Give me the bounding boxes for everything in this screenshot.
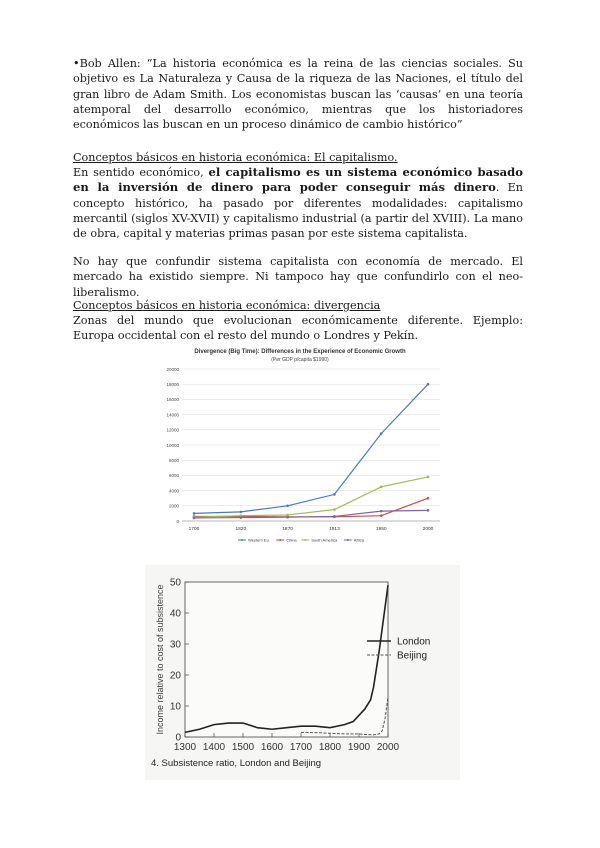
chart2-xtick-label: 1500 <box>231 742 255 753</box>
chart1-ytick-label: 6000 <box>168 473 179 479</box>
section-heading-divergence: Conceptos básicos en historia económica: divergencia <box>73 299 381 312</box>
capitalism-definition: el capitalismo es un sistema económico basado en la inversión de dinero para poder conseguir más dinero <box>73 165 523 195</box>
chart1-point <box>333 493 336 496</box>
chart1-point <box>333 508 336 511</box>
chart1-legend-label: Western Eu. <box>248 537 270 543</box>
chart1-ytick-label: 16000 <box>166 397 179 403</box>
chart2-legend-label: London <box>397 636 431 648</box>
chart1-point <box>240 516 243 519</box>
chart1-point <box>427 383 430 386</box>
chart1-legend-marker <box>304 539 306 541</box>
chart1-ytick-label: 2000 <box>168 503 179 509</box>
chart1-point <box>333 515 336 518</box>
chart1-point <box>380 514 383 517</box>
chart1-point <box>286 516 289 519</box>
subsistence-chart <box>145 565 460 780</box>
chart1-point <box>380 510 383 513</box>
chart1-legend-marker <box>279 539 281 541</box>
chart2-xtick-label: 1700 <box>289 742 313 753</box>
chart2-ytick-label: 40 <box>169 608 181 620</box>
chart1-legend-label: South America <box>311 537 338 543</box>
chart1-subtitle: (Per GDP p/capita $1990) <box>271 357 329 363</box>
chart1-ytick-label: 0 <box>176 518 179 524</box>
chart1-series-line <box>194 384 428 513</box>
chart1-point <box>427 509 430 512</box>
chart1-point <box>380 432 383 435</box>
chart1-ytick-label: 18000 <box>166 382 179 387</box>
chart2-ytick-label: 30 <box>169 639 181 651</box>
chart2-xtick-label: 1900 <box>347 742 371 753</box>
chart1-ytick-label: 10000 <box>166 442 179 448</box>
chart1-point <box>286 514 289 517</box>
chart2-legend-label: Beijing <box>397 650 428 662</box>
chart1-point <box>286 505 289 508</box>
chart2-ytick-label: 50 <box>169 577 181 589</box>
subsistence-figure <box>145 565 460 780</box>
chart2-xtick-label: 1400 <box>202 742 226 753</box>
chart1-ytick-label: 14000 <box>166 412 179 418</box>
divergence-chart <box>150 345 450 545</box>
chart1-ytick-label: 4000 <box>168 488 179 494</box>
chart2-ytick-label: 0 <box>175 732 181 744</box>
chart1-legend-label: Africa <box>353 537 365 543</box>
chart2-xtick-label: 1600 <box>260 742 284 753</box>
chart2-xtick-label: 2000 <box>376 742 400 753</box>
chart1-point <box>193 517 196 520</box>
chart1-point <box>427 497 430 500</box>
capitalism-lead: En sentido económico, <box>73 166 209 179</box>
chart1-ytick-label: 8000 <box>168 458 179 463</box>
chart1-ytick-label: 20000 <box>166 366 179 372</box>
chart1-xtick-label: 1913 <box>329 527 340 532</box>
chart1-ytick-label: 12000 <box>166 427 179 433</box>
chart1-xtick-label: 2000 <box>422 527 434 532</box>
intro-quote: •Bob Allen: “La historia económica es la reina de las ciencias sociales. Su objetivo es La Naturaleza y Causa de la riqueza de las Naciones, el título del gran libro de Adam Smith. Los economistas buscan las ‘causas’ en una teoría atemporal del desarrollo económico, mientras que los historiadores económicos las buscan en un proceso dinámico de cambio histórico” <box>73 57 523 132</box>
divergence-paragraph: Zonas del mundo que evolucionan económicamente diferente. Ejemplo: Europa occidental con el resto del mundo o Londres y Pekín. <box>73 314 523 343</box>
chart2-plot-area <box>185 582 388 737</box>
chart1-xtick-label: 1870 <box>282 527 293 532</box>
chart1-xtick-label: 1950 <box>375 527 387 532</box>
chart2-ytick-label: 20 <box>169 670 181 682</box>
chart2-xtick-label: 1300 <box>173 742 197 753</box>
chart1-point <box>380 486 383 489</box>
chart1-point <box>193 512 196 515</box>
capitalism-history: . En concepto histórico, ha pasado por diferentes modalidades: capitalismo mercantil (siglos XV-XVII) y capitalismo industrial (a partir del XVIII). La mano de obra, capital y materias primas pasan por este sistema capitalista. <box>73 181 523 241</box>
chart2-caption: 4. Subsistence ratio, London and Beijing <box>151 758 322 769</box>
chart1-point <box>240 511 243 514</box>
chart2-ylabel: Income relative to cost of subsistence <box>155 584 165 735</box>
market-paragraph: No hay que confundir sistema capitalista con economía de mercado. El mercado ha existido siempre. Ni tampoco hay que confundirlo con el neo-liberalismo. <box>73 255 523 299</box>
chart2-xtick-label: 1800 <box>318 742 342 753</box>
chart1-title: Divergence (Big Time): Differences in the Experience of Economic Growth <box>194 349 406 355</box>
chart2-ytick-label: 10 <box>169 701 181 713</box>
chart1-legend-marker <box>347 539 349 541</box>
chart1-xtick-label: 1820 <box>235 527 247 532</box>
chart1-series-line <box>194 498 428 517</box>
chart1-point <box>427 476 430 479</box>
chart1-legend-label: China <box>286 537 297 543</box>
chart1-xtick-label: 1700 <box>188 527 200 532</box>
chart1-legend-marker <box>241 539 243 541</box>
capitalism-paragraph <box>73 165 523 241</box>
section-heading-capitalism: Conceptos básicos en historia económica: El capitalismo. <box>73 151 398 164</box>
